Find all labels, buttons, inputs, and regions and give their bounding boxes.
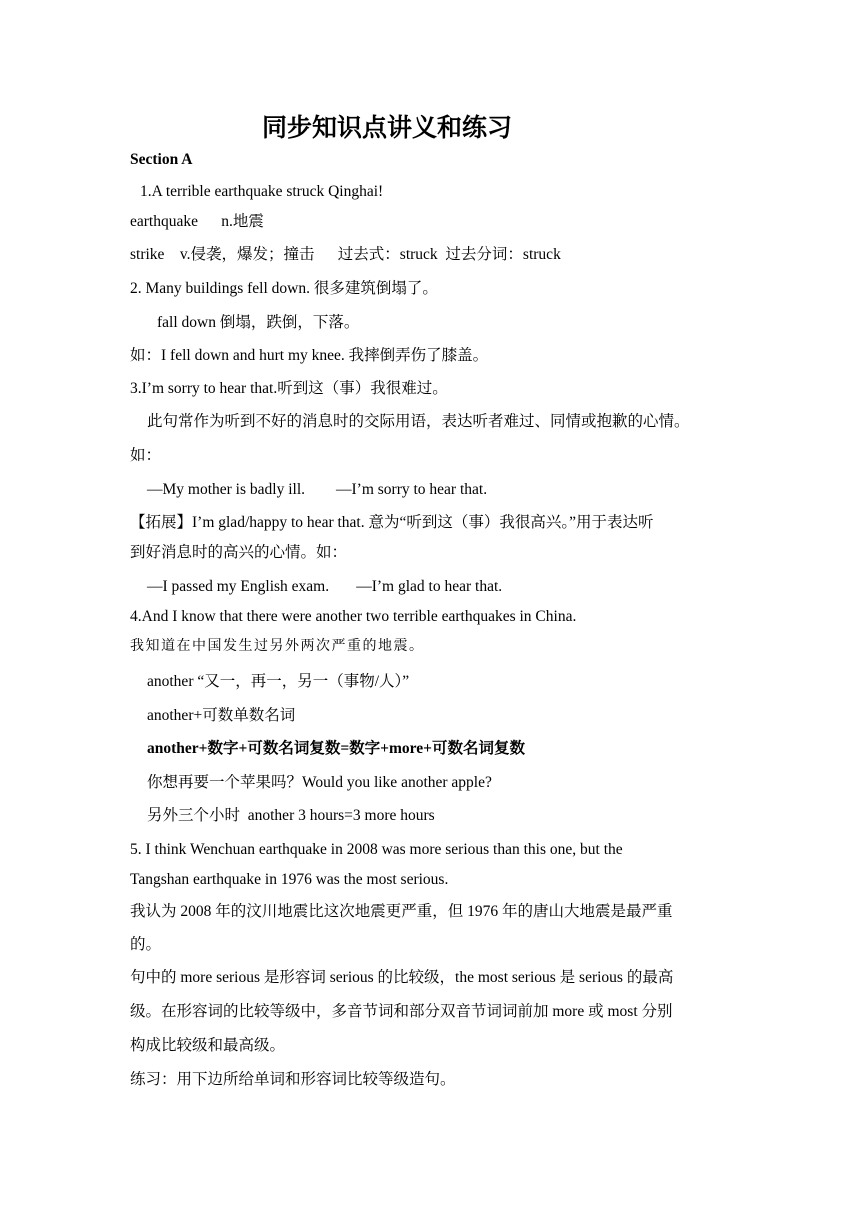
another-meaning: another “又一，再一，另一（事物/人）” [147,673,410,690]
example-label: 如： [130,447,162,464]
point-5-sentence-line-1: 5. I think Wenchuan earthquake in 2008 was more serious than this one, but the [130,841,623,858]
dialogue-glad: —I passed my English exam. —I’m glad to hear that. [147,578,503,595]
section-heading: Section A [130,151,193,168]
dialogue-sorry: —My mother is badly ill. —I’m sorry to hear that. [147,481,488,498]
point-1-sentence: 1.A terrible earthquake struck Qinghai! [140,183,384,200]
point-3-explanation: 此句常作为听到不好的消息时的交际用语，表达听者难过、同情或抱歉的心情。 [147,413,690,430]
point-5-translation-line-2: 的。 [130,936,162,953]
point-4-translation: 我知道在中国发生过另外两次严重的地震。 [130,639,425,654]
exercise-instruction: 练习：用下边所给单词和形容词比较等级造句。 [130,1071,456,1088]
extension-line-2: 到好消息时的高兴的心情。如： [130,544,348,561]
comparative-explanation-line-1: 句中的 more serious 是形容词 serious 的比较级，the most serious 是 serious 的最高 [130,969,674,986]
vocab-strike: strike v.侵袭，爆发；撞击 过去式：struck 过去分词：struck [130,246,561,263]
point-5-translation-line-1: 我认为 2008 年的汶川地震比这次地震更严重，但 1976 年的唐山大地震是最严重 [130,903,673,920]
example-fall-down: 如：I fell down and hurt my knee. 我摔倒弄伤了膝盖。 [130,347,489,364]
another-example-1: 你想再要一个苹果吗？Would you like another apple? [147,774,492,791]
phrase-fall-down: fall down 倒塌，跌倒，下落。 [157,314,360,331]
point-4-sentence: 4.And I know that there were another two terrible earthquakes in China. [130,608,577,625]
comparative-explanation-line-2: 级。在形容词的比较等级中，多音节词和部分双音节词词前加 more 或 most 分别 [130,1003,673,1020]
point-5-sentence-line-2: Tangshan earthquake in 1976 was the most serious. [130,871,449,888]
page-title: 同步知识点讲义和练习 [262,113,513,142]
extension-line-1: 【拓展】I’m glad/happy to hear that. 意为“听到这（事）我很高兴。”用于表达听 [130,514,654,531]
point-2-sentence: 2. Many buildings fell down. 很多建筑倒塌了。 [130,280,438,297]
comparative-explanation-line-3: 构成比较级和最高级。 [130,1037,286,1054]
another-rule-1: another+可数单数名词 [147,707,296,724]
point-3-sentence: 3.I’m sorry to hear that.听到这（事）我很难过。 [130,380,448,397]
another-rule-2: another+数字+可数名词复数=数字+more+可数名词复数 [147,740,525,757]
another-example-2: 另外三个小时 another 3 hours=3 more hours [147,807,435,824]
vocab-earthquake: earthquake n.地震 [130,213,264,230]
